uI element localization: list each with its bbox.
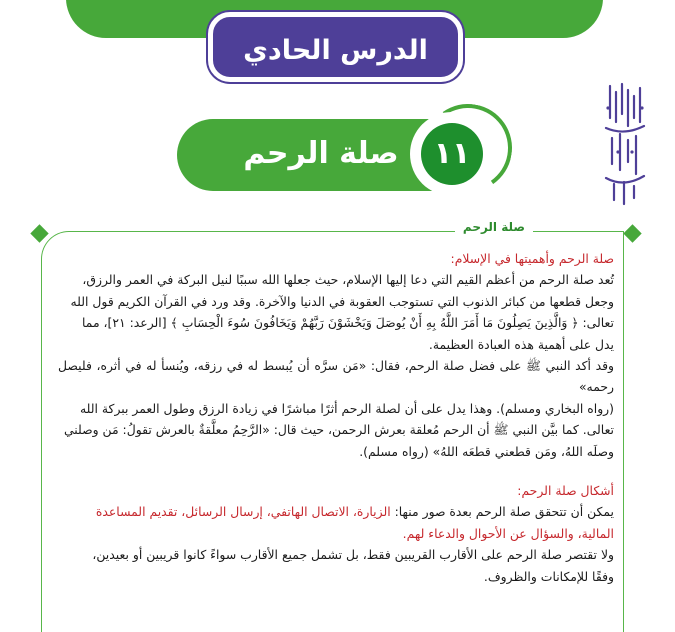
diamond-marker-right xyxy=(623,224,641,242)
paragraph-line: المالية، والسؤال عن الأحوال والدعاء لهم. xyxy=(402,525,614,541)
lesson-title: صلة الرحم xyxy=(177,119,447,191)
diamond-marker-left xyxy=(30,224,48,242)
forms-intro: يمكن أن تتحقق صلة الرحم بعدة صور منها: xyxy=(390,504,614,520)
subtitle-importance: صلة الرحم وأهميتها في الإسلام: xyxy=(450,251,614,266)
paragraph-line: تعالى. كما بيَّن النبي ﷺ أن الرحم مُعلقة بعرش الرحمن، حيث قال: «الرَّحِمُ معلَّقةٌ بالعرش تقولُ: مَن وصلني xyxy=(63,422,614,438)
paragraph-line xyxy=(58,501,614,522)
paragraph-line: يدل على أهمية هذه العبادة العظيمة. xyxy=(428,336,614,352)
spacer xyxy=(58,462,614,480)
subtitle-forms: أشكال صلة الرحم: xyxy=(517,483,614,499)
paragraph-line: (رواه البخاري ومسلم). وهذا يدل على أن لصلة الرحم أثرًا مباشرًا في زيادة الرزق وطول العمر ببركة الله xyxy=(80,400,614,416)
lesson-number: ١١ xyxy=(421,123,483,185)
lesson-number-badge xyxy=(410,112,494,196)
calligraphy-ornament-icon xyxy=(598,78,650,208)
lesson-label: الدرس الحادي xyxy=(208,12,463,82)
lesson-content xyxy=(58,248,614,587)
paragraph-line: تُعد صلة الرحم من أعظم القيم التي دعا إليها الإسلام، حيث جعلها الله سببًا لنيل البركة في العمر والرزق، xyxy=(82,272,614,288)
paragraph-line: وجعل قطعها من كبائر الذنوب التي تستوجب العقوبة في الدنيا والآخرة. وقد ورد في القرآن الكريم قول الله xyxy=(70,293,614,309)
paragraph-line: وصلَه اللهُ، ومَن قطعني قطعَه اللهُ» (رواه مسلم). xyxy=(359,443,614,459)
paragraph-line: تعالى: ﴿ وَالَّذِينَ يَصِلُونَ مَا أَمَرَ اللَّهُ بِهِ أَنْ يُوصَلَ وَيَخْشَوْنَ رَبَّهُمْ وَيَخَافُونَ سُوءَ الْحِسَابِ ﴾ [الرعد: ٢١]، مما xyxy=(82,315,614,331)
forms-list: الزيارة، الاتصال الهاتفي، إرسال الرسائل، تقديم المساعدة xyxy=(95,504,391,520)
paragraph-line: ولا تقتصر صلة الرحم على الأقارب القريبين فقط، بل تشمل جميع الأقارب سواءً كانوا قريبين أو بعيدين، xyxy=(92,547,614,563)
section-heading: صلة الرحم xyxy=(455,220,533,234)
paragraph-line: وقد أكد النبي ﷺ على فضل صلة الرحم، فقال: «مَن سرَّه أن يُبسط له في رزقه، ويُنسأ له في أثره، فليصل رحمه» xyxy=(58,358,614,395)
paragraph-line: وفقًا للإمكانات والظروف. xyxy=(483,568,614,584)
